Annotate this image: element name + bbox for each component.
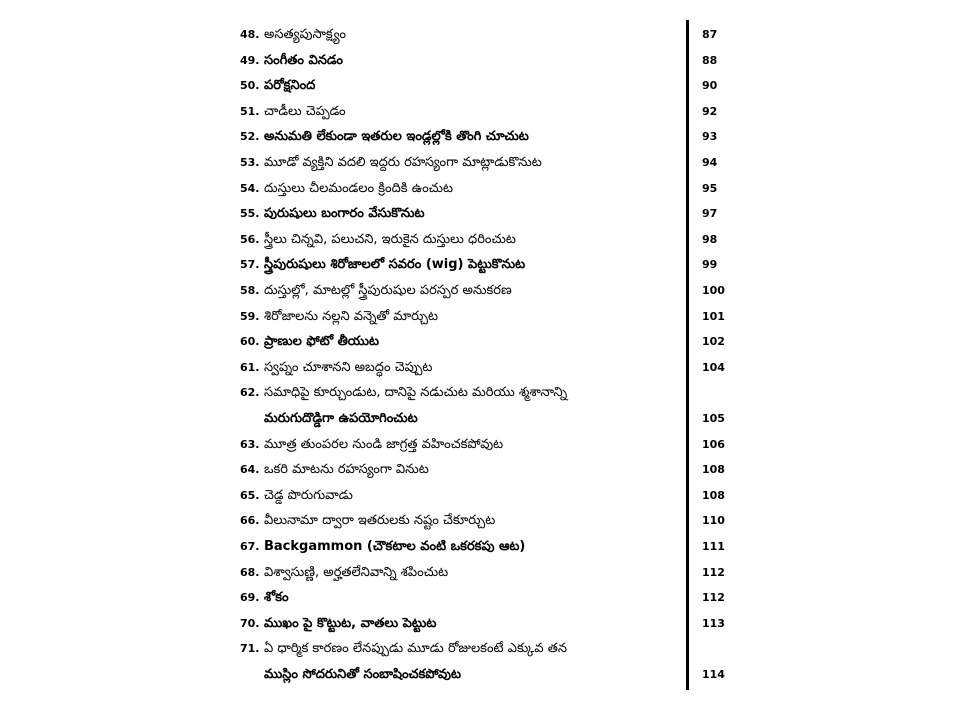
entry-page-number: 101: [702, 309, 725, 323]
entry-page-number: 94: [702, 156, 718, 169]
entry-number: 51.: [240, 104, 260, 118]
entry-number: 58.: [240, 284, 260, 297]
entry-title: Backgammon (చౌకటాల వంటి ఒకరకపు ఆట): [264, 539, 526, 554]
entry-title: చాడీలు చెప్పడం: [264, 103, 346, 119]
entry-page-number: 99: [702, 258, 718, 272]
table-of-contents: [240, 22, 725, 690]
entry-title: మరుగుదొడ్డిగా ఉపయోగించుట: [264, 411, 418, 427]
entry-number: 56.: [240, 232, 260, 246]
entry-page-number: 97: [702, 207, 718, 221]
entry-number: 59.: [240, 309, 260, 323]
entry-title: ముస్లిం సోదరునితో సంబాషించకపోవుట: [264, 667, 462, 683]
entry-number: 53.: [240, 156, 260, 169]
entry-title: పరోక్షనింద: [264, 78, 316, 94]
entry-number: 70.: [240, 616, 260, 630]
entry-number: 49.: [240, 53, 260, 67]
entry-number: 61.: [240, 360, 260, 374]
entry-page-number: 100: [702, 284, 725, 297]
entry-page-number: 87: [702, 28, 718, 41]
entry-page-number: 104: [702, 360, 725, 374]
entry-number: 55.: [240, 207, 260, 221]
entry-title: దుస్తుల్లో, మాటల్లో స్త్రీపురుషుల పరస్పర అనుకరణ: [264, 283, 512, 298]
entry-number: 63.: [240, 437, 260, 451]
entry-number: 71.: [240, 642, 260, 656]
entry-number: 68.: [240, 565, 260, 579]
entry-page-number: 88: [702, 53, 718, 67]
entry-page-number: 92: [702, 104, 718, 118]
entry-title: మూత్ర తుంపరల నుండి జాగ్రత్త వహించకపోవుట: [264, 436, 504, 452]
entry-title: ప్రాణుల ఫోటో తీయుట: [264, 334, 380, 350]
entry-title: విశ్వాసుణ్ణి, అర్హతలేనివాన్ని శపించుట: [264, 564, 449, 580]
entry-title: స్త్రీలు చిన్నవి, పలుచని, ఇరుకైన దుస్తులు ధరించుట: [264, 231, 516, 247]
entry-title: ఏ ధార్మిక కారణం లేనప్పుడు మూడు రోజులకంటే ఎక్కువ తన: [264, 641, 567, 657]
entry-number: 64.: [240, 463, 260, 477]
entry-number: 54.: [240, 181, 260, 195]
entry-number: 50.: [240, 79, 260, 93]
entry-page-number: 90: [702, 79, 718, 93]
entry-title: స్వప్నం చూశానని అబద్ధం చెప్పుట: [264, 359, 433, 375]
entry-number: 62.: [240, 386, 260, 400]
entry-title: వీలునామా ద్వారా ఇతరులకు నష్టం చేకూర్చుట: [264, 513, 496, 529]
entry-page-number: 95: [702, 181, 718, 195]
entry-page-number: 108: [702, 463, 725, 477]
entry-page-number: 113: [702, 616, 725, 630]
entry-number: 60.: [240, 335, 260, 349]
entry-title: అసత్యపుసాక్ష్యం: [264, 27, 347, 42]
entry-number: 65.: [240, 488, 260, 502]
entry-title: సంగీతం వినడం: [264, 52, 343, 68]
entry-title: ముఖం పై కొట్టుట, వాతలు పెట్టుట: [264, 615, 437, 631]
entry-page-number: 108: [702, 488, 725, 502]
entry-number: 57.: [240, 258, 260, 272]
entry-title: దుస్తులు చీలమండలం క్రిందికి ఉంచుట: [264, 180, 454, 196]
entry-title: చెడ్డ పొరుగువాడు: [264, 487, 353, 503]
entry-title: పురుషులు బంగారం వేసుకొనుట: [264, 206, 425, 222]
entry-number: 66.: [240, 514, 260, 528]
entry-title: స్త్రీపురుషులు శిరోజాలలో సవరం (wig) పెట్టుకొనుట: [264, 257, 526, 273]
entry-number: 69.: [240, 591, 260, 605]
entry-title: మూడో వ్యక్తిని వదలి ఇద్దరు రహస్యంగా మాట్లాడుకొనుట: [264, 155, 542, 170]
entry-page-number: 112: [702, 565, 725, 579]
entry-page-number: 102: [702, 335, 725, 349]
entry-page-number: 106: [702, 437, 725, 451]
entry-page-number: 111: [702, 540, 725, 553]
entry-page-number: 110: [702, 514, 725, 528]
entry-number: 52.: [240, 130, 260, 144]
entry-page-number: 112: [702, 591, 725, 605]
entry-page-number: 93: [702, 130, 718, 144]
entry-page-number: 105: [702, 412, 725, 426]
entry-page-number: 98: [702, 232, 718, 246]
entry-title: శిరోజాలను నల్లని వన్నెతో మార్చుట: [264, 308, 439, 324]
entry-title: ఒకరి మాటను రహస్యంగా వినుట: [264, 462, 429, 478]
entry-number: 67.: [240, 540, 260, 553]
entry-page-number: 114: [702, 668, 725, 682]
entry-title: అనుమతి లేకుండా ఇతరుల ఇండ్లల్లోకి తొంగి చూచుట: [264, 129, 529, 145]
entry-title: సమాధిపై కూర్చుండుట, దానిపై నడుచుట మరియు శ్మశానాన్ని: [264, 385, 568, 401]
entry-title: శోకం: [264, 590, 289, 606]
entry-number: 48.: [240, 28, 260, 41]
